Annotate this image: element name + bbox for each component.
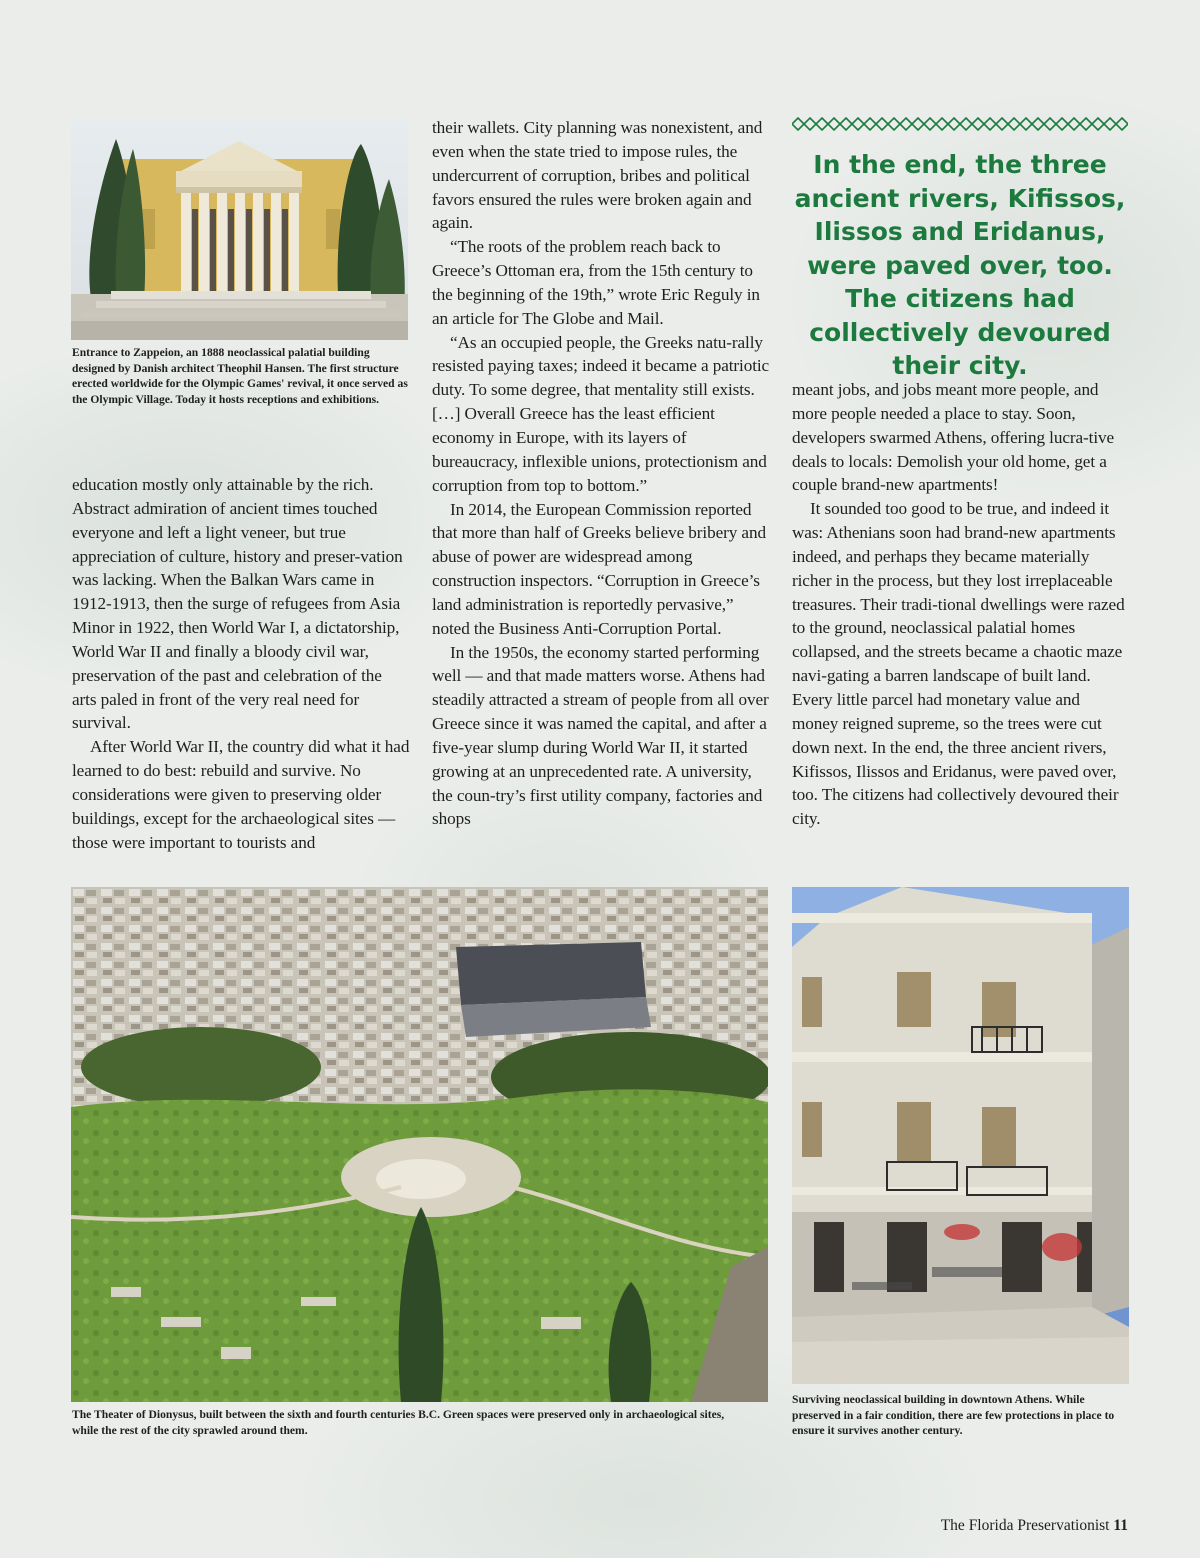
ornament-diamond bbox=[1032, 118, 1044, 130]
ornament-diamond bbox=[864, 118, 876, 130]
dionysus-photo bbox=[71, 887, 768, 1402]
ornament-diamond bbox=[936, 118, 948, 130]
ornament-diamond bbox=[792, 118, 804, 130]
ornament-diamond bbox=[1092, 118, 1104, 130]
zappeion-caption: Entrance to Zappeion, an 1888 neoclassical palatial building designed by Danish architect Theophil Hansen. The first structure erected worldwide for the Olympic Games' revival, it once served as the Olympic Village. Today it hosts receptions and exhibitions. bbox=[72, 346, 408, 406]
zappeion-photo bbox=[71, 119, 408, 340]
ornament-diamond bbox=[924, 118, 936, 130]
paragraph: In the 1950s, the economy started performing well — and that made matters worse. Athens had steadily attracted a stream of people from all over Greece since it was named the capital, and after a five-year slump during World War II, it started growing at an unprecedented rate. A university, the coun-try’s first utility company, factories and shops bbox=[432, 642, 769, 829]
ornament-diamond bbox=[840, 118, 852, 130]
paragraph: “As an occupied people, the Greeks natu-rally resisted paying taxes; indeed it became a patriotic duty. To some degree, that mentality still exists. […] Overall Greece has the least efficient economy in Europe, with its layers of bureaucracy, inflexible unions, protectionism and corruption from top to bottom.” bbox=[432, 332, 770, 495]
ornament-diamond bbox=[1104, 118, 1116, 130]
paragraph: In 2014, the European Commission reported that more than half of Greeks believe bribery and abuse of power are widespread among construction inspectors. “Corruption in Greece’s land administration is reportedly pervasive,” noted the Business Anti-Corruption Portal. bbox=[432, 499, 766, 638]
ornament-diamond bbox=[888, 118, 900, 130]
paragraph: education mostly only attainable by the rich. Abstract admiration of ancient times touched everyone and left a light veneer, but true appreciation of culture, history and preser-vation was lacking. When the Balkan Wars came in 1912-1913, then the surge of refugees from Asia Minor in 1922, then World War I, a dictatorship, World War II and finally a bloody civil war, preservation of the past and celebration of the arts paled in front of the very real need for survival. bbox=[72, 475, 403, 733]
column-3-text bbox=[792, 378, 1130, 831]
ornament-diamond bbox=[900, 118, 912, 130]
column-2-text bbox=[432, 116, 770, 831]
ornament-diamond bbox=[1116, 118, 1128, 130]
paragraph: “The roots of the problem reach back to Greece’s Ottoman era, from the 15th century to the beginning of the 19th,” wrote Eric Reguly in an article for The Globe and Mail. bbox=[432, 237, 760, 328]
paragraph: After World War II, the country did what it had learned to do best: rebuild and survive. No considerations were given to preserving older buildings, except for the archaeological sites — those were important to tourists and bbox=[72, 737, 410, 852]
building-photo bbox=[792, 887, 1129, 1384]
pull-quote: In the end, the three ancient rivers, Kifissos, Ilissos and Eridanus, were paved over, too. The citizens had collectively devoured their city. bbox=[794, 150, 1126, 380]
ornament-diamond bbox=[852, 118, 864, 130]
paragraph: their wallets. City planning was nonexistent, and even when the state tried to impose rules, the undercurrent of corruption, bribes and political favors ensured the rules were broken again and again. bbox=[432, 118, 763, 233]
page-number: 11 bbox=[1113, 1517, 1128, 1534]
ornament-diamond bbox=[1080, 118, 1092, 130]
ornament-diamond bbox=[972, 118, 984, 130]
ornament-diamond bbox=[828, 118, 840, 130]
ornament-diamond bbox=[1056, 118, 1068, 130]
publication-name: The Florida Preservationist bbox=[940, 1517, 1110, 1534]
pull-quote-ornament bbox=[792, 117, 1128, 131]
ornament-diamond bbox=[984, 118, 996, 130]
dionysus-caption: The Theater of Dionysus, built between the sixth and fourth centuries B.C. Green spaces were preserved only in archaeological sites, while the rest of the city sprawled around them. bbox=[72, 1408, 725, 1437]
paragraph: It sounded too good to be true, and indeed it was: Athenians soon had brand-new apartments indeed, and perhaps they became materially richer in the process, but they lost irreplaceable treasures. Their tradi-tional dwellings were razed to the ground, neoclassical palatial homes collapsed, and the streets became a chaotic maze navi-gating a barren landscape of built land. Every little parcel had monetary value and money reigned supreme, so the trees were cut down next. In the end, the three ancient rivers, Kifissos, Ilissos and Eridanus, were paved over, too. The citizens had collectively devoured their city. bbox=[792, 499, 1125, 829]
ornament-diamond bbox=[1044, 118, 1056, 130]
paragraph: meant jobs, and jobs meant more people, and more people needed a place to stay. Soon, developers swarmed Athens, offering lucra-tive deals to locals: Demolish your old home, get a couple brand-new apartments! bbox=[792, 380, 1115, 495]
column-1-text bbox=[72, 473, 410, 855]
ornament-diamond bbox=[960, 118, 972, 130]
ornament-diamond bbox=[816, 118, 828, 130]
ornament-diamond bbox=[948, 118, 960, 130]
ornament-diamond bbox=[876, 118, 888, 130]
page-footer bbox=[941, 1517, 1128, 1535]
ornament-diamond bbox=[1020, 118, 1032, 130]
ornament-diamond bbox=[912, 118, 924, 130]
ornament-diamond bbox=[1068, 118, 1080, 130]
ornament-diamond bbox=[804, 118, 816, 130]
ornament-diamond bbox=[996, 118, 1008, 130]
building-caption: Surviving neoclassical building in downtown Athens. While preserved in a fair condition, there are few protections in place to ensure it survives another century. bbox=[792, 1393, 1115, 1438]
ornament-diamond bbox=[1008, 118, 1020, 130]
